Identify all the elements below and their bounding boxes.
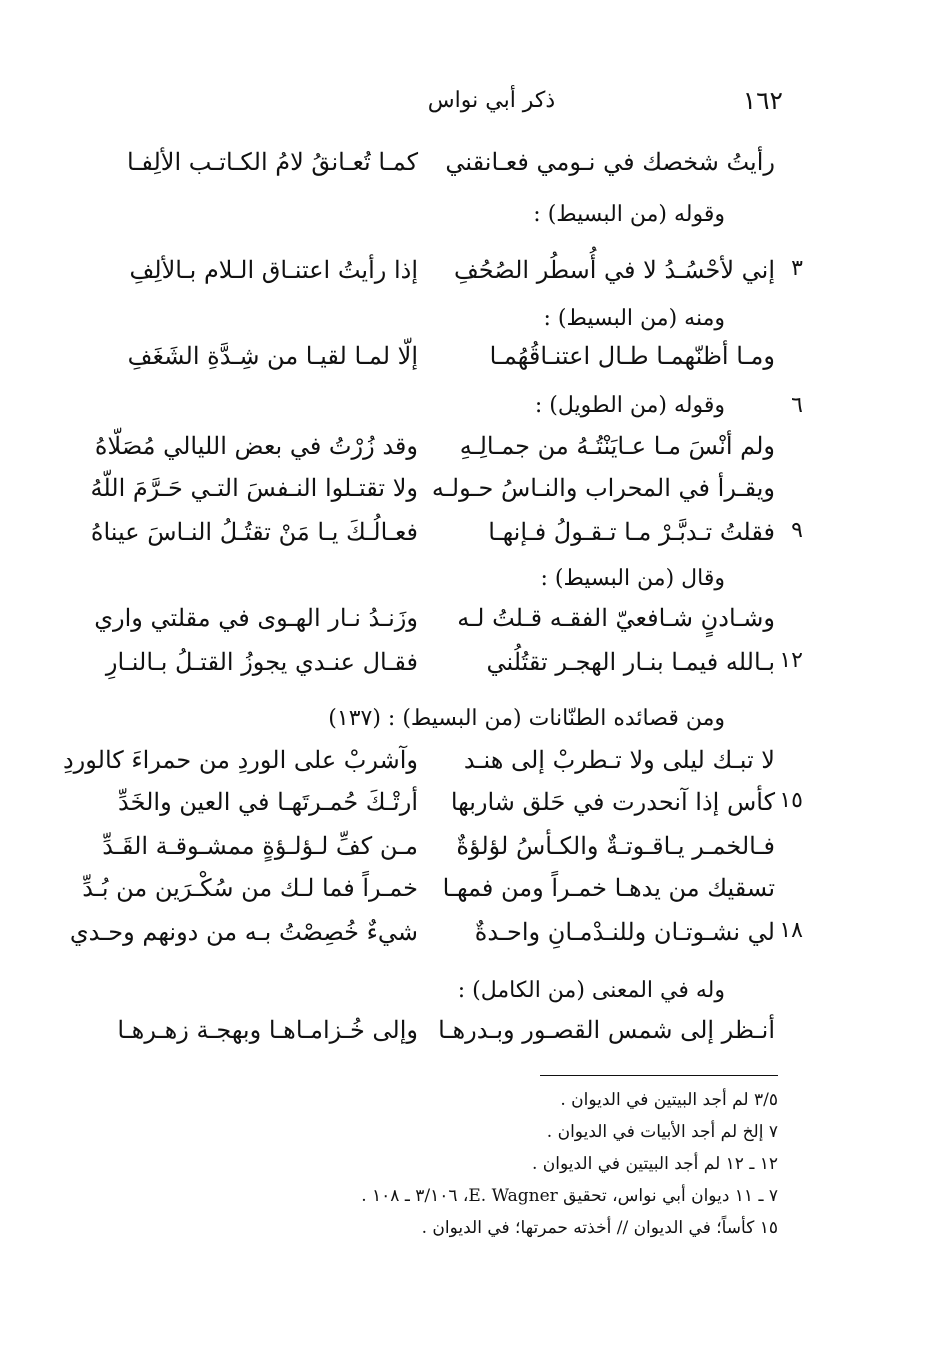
verse-line xyxy=(0,432,943,476)
verse-line xyxy=(0,148,943,192)
line-number: ٦ xyxy=(791,393,803,418)
second-hemistich: وزَنـدُ نـار الهـوى في مقلتي واري xyxy=(94,604,418,632)
verse-line xyxy=(0,256,943,300)
second-hemistich: فعـالُـكَ يـا مَنْ تقتُـلُ النـاسَ عيناهُ xyxy=(90,518,418,546)
verse-number: ٣ xyxy=(791,256,803,281)
footnote: ٧ إلخ لم أجد الأبيات في الديوان . xyxy=(546,1122,778,1142)
verse-line xyxy=(0,648,943,692)
second-hemistich: كمـا تُعـانقُ لامُ الكـاتـب الألِفـا xyxy=(126,148,418,176)
verse-line xyxy=(0,342,943,386)
verse-line xyxy=(0,788,943,832)
footnote: ١٥ كأساً؛ في الديوان // أخذته حمرتها؛ في الديوان . xyxy=(421,1218,778,1238)
first-hemistich: أنـظر إلى شمس القصـور وبـدرهـا xyxy=(438,1016,775,1044)
footnote-rule xyxy=(540,1075,778,1076)
running-title: ذكر أبي نواس xyxy=(427,88,556,113)
first-hemistich: كأس إذا آنحدرت في حَلق شاربها xyxy=(450,788,775,816)
first-hemistich: ويقـرأ في المحراب والنـاسُ حـولـه xyxy=(431,474,775,502)
poem-intro: وقال (من البسيط) : xyxy=(540,566,725,591)
poem-intro: ومنه (من البسيط) : xyxy=(543,306,725,331)
first-hemistich: فقلتُ تـدبَّـرْ مـا تـقـولُ فـإنهـا xyxy=(488,518,775,546)
page-header xyxy=(0,86,943,120)
first-hemistich: إني لأحْسُـدُ لا في أُسطُر الصُحُفِ xyxy=(453,256,775,284)
verse-line xyxy=(0,604,943,648)
first-hemistich: لا تبـك ليلى ولا تـطربْ إلى هنـد xyxy=(463,746,775,774)
second-hemistich: فقـال عنـدي يجوزُ القتـلُ بـالنـارِ xyxy=(105,648,418,676)
verse-number: ١٨ xyxy=(779,918,803,943)
verse-line xyxy=(0,746,943,790)
verse-line xyxy=(0,832,943,876)
second-hemistich: وإلى خُـزامـاهـا وبهجـة زهـرهـا xyxy=(117,1016,418,1044)
second-hemistich: أرتْـكَ حُمـرتَهـا في العين والخَدِّ xyxy=(118,788,418,816)
verse-line xyxy=(0,874,943,918)
first-hemistich: بـالله فيمـا بنـار الهجـر تقتُلُني xyxy=(486,648,775,676)
poem-intro: وقوله (من البسيط) : xyxy=(533,202,725,227)
first-hemistich: ولم أنْسَ مـا عـايَنْتُـهُ من جمـالِـهِ xyxy=(459,432,775,460)
first-hemistich: رأيتُ شخصك في نـومي فعـانقني xyxy=(445,148,775,176)
verse-line xyxy=(0,1016,943,1060)
second-hemistich: مـن كفِّ لـؤلـؤةٍ ممشـوقـة القَـدِّ xyxy=(102,832,418,860)
poem-intro: وقوله (من الطويل) : xyxy=(534,393,725,418)
first-hemistich: تسقيك من يدهـا خمـراً ومن فمهـا xyxy=(442,874,775,902)
second-hemistich: ولا تقتـلوا النـفسَ التـي حَـرَّمَ اللّهُ xyxy=(90,474,418,502)
first-hemistich: لي نشـوتـان وللنـدْمـانِ واحـدةٌ xyxy=(474,918,775,946)
verse-line xyxy=(0,918,943,962)
footnote: ١٢ ـ ١٢ لم أجد البيتين في الديوان . xyxy=(531,1154,778,1174)
verse-line xyxy=(0,518,943,562)
first-hemistich: ومـا أظنّهمـا طـال اعتنـاقُهُمـا xyxy=(489,342,775,370)
first-hemistich: فـالخمـر يـاقـوتـةٌ والكـأسُ لؤلؤةٌ xyxy=(456,832,775,860)
footnote: ٣/٥ لم أجد البيتين في الديوان . xyxy=(560,1090,778,1110)
page-number: ١٦٢ xyxy=(742,86,783,115)
poem-intro: ومن قصائده الطنّانات (من البسيط) : (١٣٧) xyxy=(328,706,725,731)
verse-number: ٩ xyxy=(791,518,803,543)
verse-line xyxy=(0,474,943,518)
second-hemistich: إذا رأيتُ اعتنـاق الـلام بـالألِفِ xyxy=(129,256,418,284)
second-hemistich: خمـراً فما لـك من سُكْـرَين من بُـدِّ xyxy=(82,874,418,902)
verse-number: ١٢ xyxy=(779,648,803,673)
second-hemistich: وقد زُرْتُ في بعض الليالي مُصَلّاهُ xyxy=(94,432,418,460)
second-hemistich: وآشربْ على الوردِ من حمراءَ كالوردِ xyxy=(62,746,418,774)
footnote: ٧ ـ ١١ ديوان أبي نواس، تحقيق E. Wagner، ٣/١٠٦ ـ ١٠٨ . xyxy=(361,1186,778,1206)
second-hemistich: إلّا لمـا لقيـا من شِـدَّةِ الشَغَفِ xyxy=(127,342,418,370)
first-hemistich: وشـادنٍ شـافعيّ الفقـه قـلتُ لـه xyxy=(457,604,775,632)
poem-intro: وله في المعنى (من الكامل) : xyxy=(457,978,725,1003)
second-hemistich: شيءٌ خُصِصْتُ بـه من دونهم وحـدي xyxy=(69,918,418,946)
verse-number: ١٥ xyxy=(779,788,803,813)
